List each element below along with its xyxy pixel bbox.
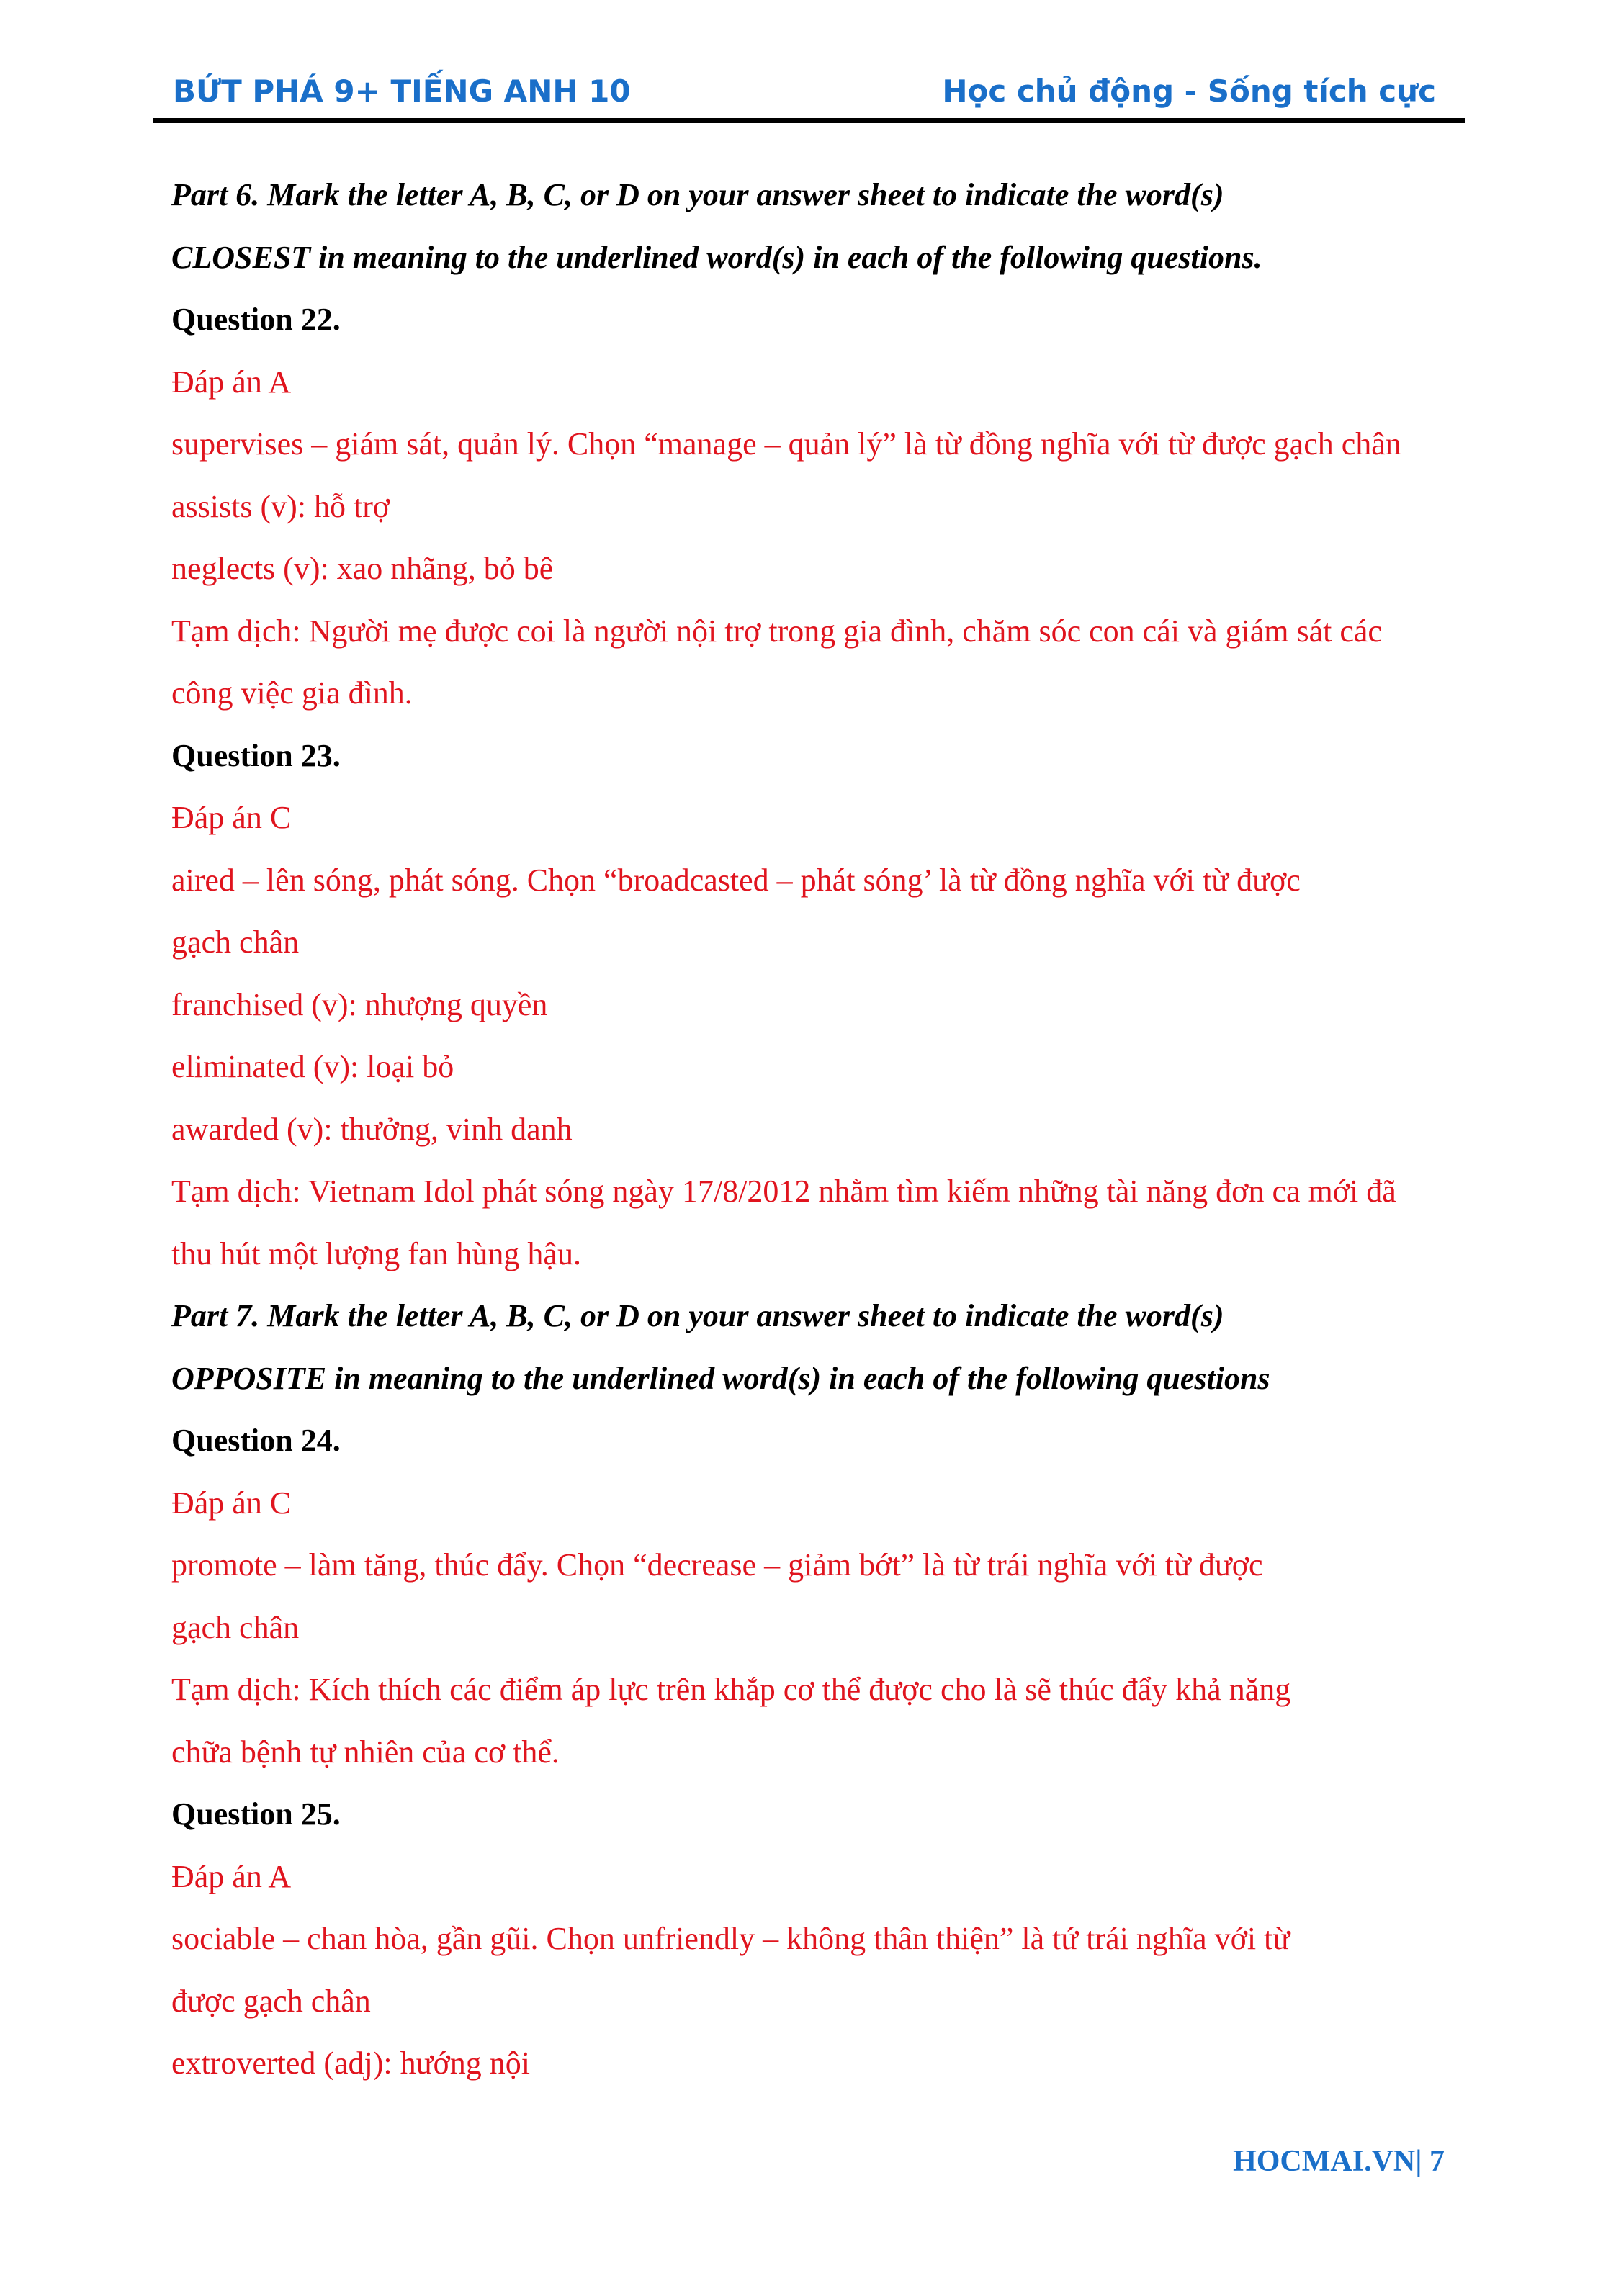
- answer-line: chữa bệnh tự nhiên của cơ thể.: [171, 1734, 560, 1770]
- instruction-line: Part 6. Mark the letter A, B, C, or D on your answer sheet to indicate the word(s): [171, 177, 1224, 212]
- answer-line: franchised (v): nhượng quyền: [171, 986, 548, 1022]
- answer-line: thu hút một lượng fan hùng hậu.: [171, 1235, 581, 1271]
- question-heading: Question 22.: [171, 302, 341, 337]
- answer-line: supervises – giám sát, quản lý. Chọn “manage – quản lý” là từ đồng nghĩa với từ được gạch chân: [171, 426, 1401, 462]
- question-heading: Question 24.: [171, 1423, 341, 1458]
- answer-line: công việc gia đình.: [171, 675, 413, 711]
- answer-line: Đáp án A: [171, 1858, 292, 1894]
- answer-line: aired – lên sóng, phát sóng. Chọn “broadcasted – phát sóng’ là từ đồng nghĩa với từ được: [171, 862, 1301, 898]
- answer-line: Đáp án C: [171, 1485, 292, 1521]
- answer-line: extroverted (adj): hướng nội: [171, 2045, 530, 2081]
- instruction-line: Part 7. Mark the letter A, B, C, or D on your answer sheet to indicate the word(s): [171, 1298, 1224, 1333]
- header-slogan: Học chủ động - Sống tích cực: [942, 73, 1436, 109]
- answer-line: neglects (v): xao nhãng, bỏ bê: [171, 551, 554, 586]
- instruction-line: OPPOSITE in meaning to the underlined word(s) in each of the following questions: [171, 1360, 1270, 1396]
- answer-line: gạch chân: [171, 924, 300, 960]
- answer-line: Đáp án A: [171, 364, 292, 400]
- answer-line: eliminated (v): loại bỏ: [171, 1049, 454, 1084]
- answer-line: Tạm dịch: Người mẹ được coi là người nội trợ trong gia đình, chăm sóc con cái và giám sát các: [171, 613, 1382, 649]
- answer-line: Tạm dịch: Kích thích các điểm áp lực trên khắp cơ thể được cho là sẽ thúc đẩy khả năng: [171, 1672, 1291, 1707]
- answer-line: được gạch chân: [171, 1983, 371, 2019]
- answer-line: sociable – chan hòa, gần gũi. Chọn unfriendly – không thân thiện” là tứ trái nghĩa với từ: [171, 1921, 1290, 1956]
- page-footer: HOCMAI.VN| 7: [1233, 2145, 1445, 2178]
- document-body: [171, 164, 1453, 2095]
- answer-line: Đáp án C: [171, 800, 292, 835]
- page-header: [153, 73, 1465, 121]
- header-divider: [153, 118, 1465, 123]
- answer-line: gạch chân: [171, 1609, 300, 1645]
- question-heading: Question 23.: [171, 737, 341, 773]
- answer-line: promote – làm tăng, thúc đẩy. Chọn “decrease – giảm bớt” là từ trái nghĩa với từ được: [171, 1547, 1263, 1583]
- answer-line: awarded (v): thưởng, vinh danh: [171, 1111, 573, 1147]
- answer-line: assists (v): hỗ trợ: [171, 488, 390, 524]
- answer-line: Tạm dịch: Vietnam Idol phát sóng ngày 17/8/2012 nhằm tìm kiếm những tài năng đơn ca mới đã: [171, 1174, 1396, 1209]
- instruction-line: CLOSEST in meaning to the underlined word(s) in each of the following questions.: [171, 239, 1262, 275]
- header-title: BỨT PHÁ 9+ TIẾNG ANH 10: [173, 73, 631, 109]
- question-heading: Question 25.: [171, 1796, 341, 1832]
